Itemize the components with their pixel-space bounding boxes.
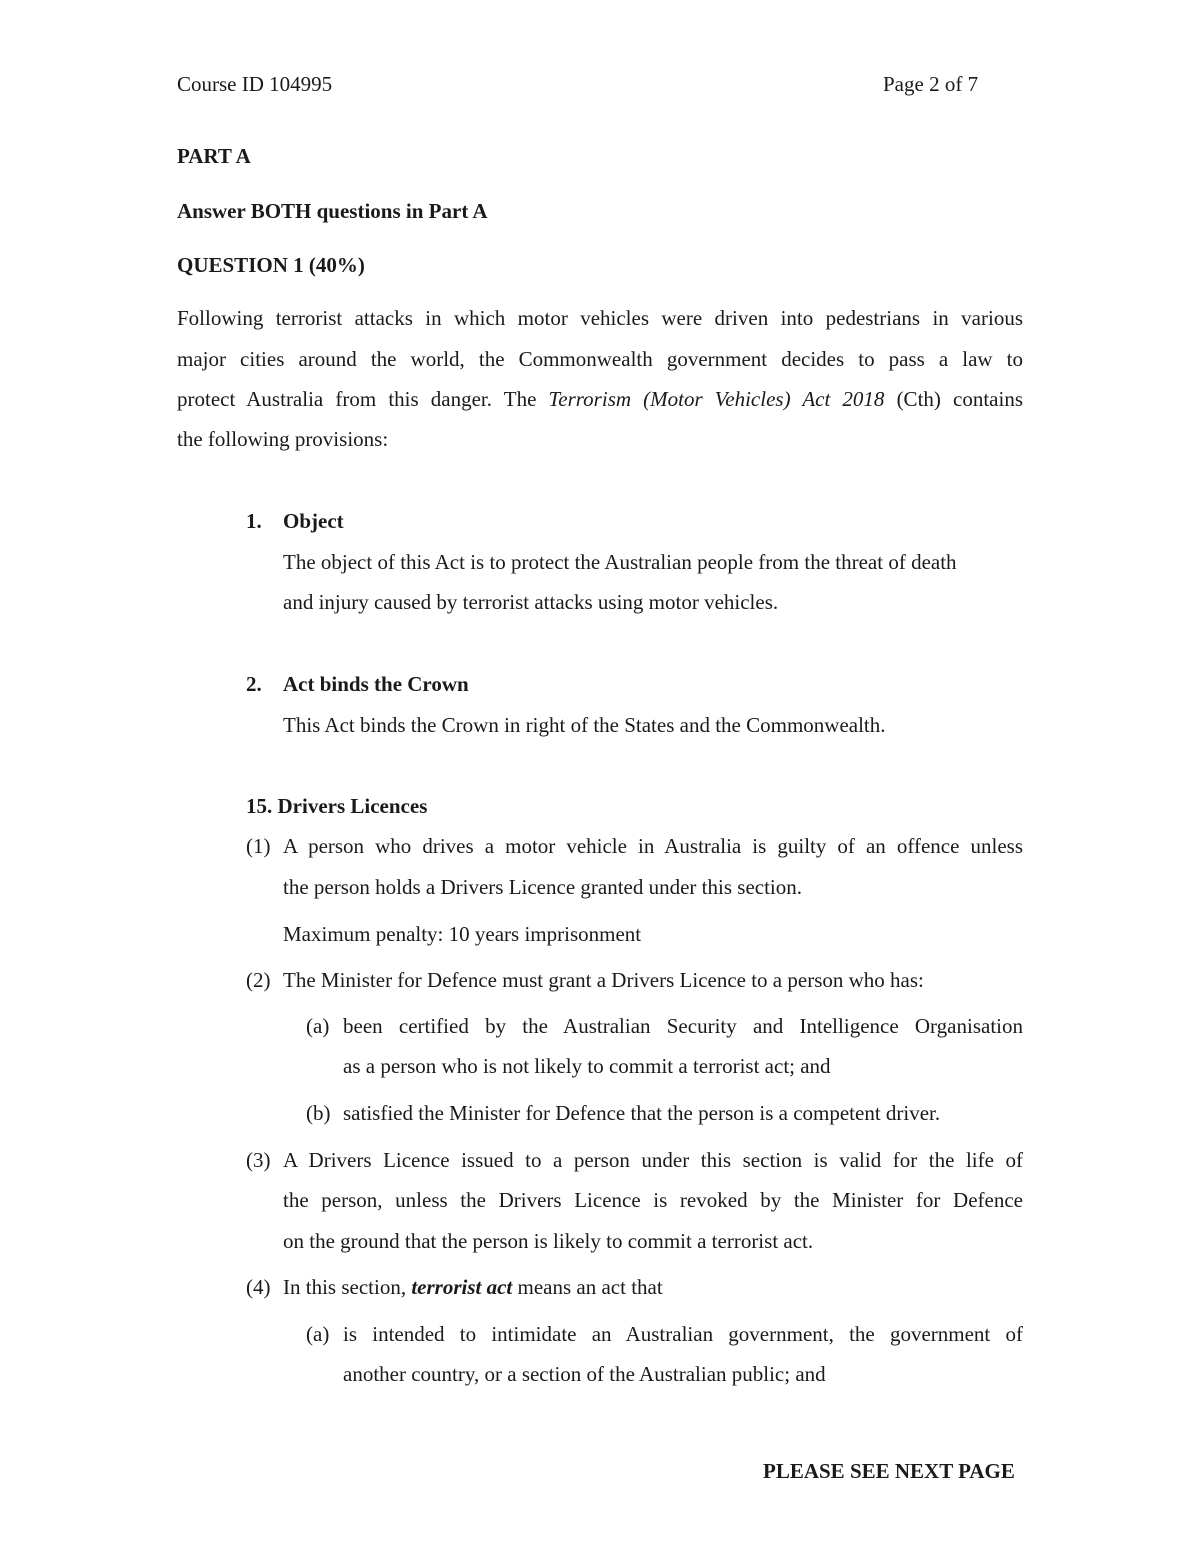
subsection-3-line-1: A Drivers Licence issued to a person under this section is valid for the life of xyxy=(283,1148,1023,1172)
section-2-line-1: This Act binds the Crown in right of the States and the Commonwealth. xyxy=(283,713,886,737)
section-1-title: Object xyxy=(283,509,344,533)
subsection-1-line-1: A person who drives a motor vehicle in Australia is guilty of an offence unless xyxy=(283,834,1023,858)
defined-term: terrorist act xyxy=(411,1275,513,1299)
subsection-2-line-1: The Minister for Defence must grant a Drivers Licence to a person who has: xyxy=(283,968,924,992)
subsection-2-label: (2) xyxy=(246,968,271,992)
paragraph-4a-label: (a) xyxy=(306,1322,330,1346)
subsection-3-label: (3) xyxy=(246,1148,271,1172)
paragraph-2a-line-2: as a person who is not likely to commit a terrorist act; and xyxy=(343,1054,831,1078)
subsection-4-line-1-start: In this section, xyxy=(283,1275,412,1299)
subsection-1-label: (1) xyxy=(246,834,271,858)
section-1-line-1: The object of this Act is to protect the Australian people from the threat of death xyxy=(283,550,957,574)
act-name: Terrorism (Motor Vehicles) Act 2018 xyxy=(548,387,885,411)
intro-line-3 xyxy=(177,387,1023,412)
intro-line-2: major cities around the world, the Commonwealth government decides to pass a law to xyxy=(177,347,1023,371)
question-title: QUESTION 1 (40%) xyxy=(177,253,365,277)
paragraph-2a-label: (a) xyxy=(306,1014,330,1038)
course-id: Course ID 104995 xyxy=(177,72,333,96)
paragraph-4a-line-1: is intended to intimidate an Australian government, the government of xyxy=(343,1322,1023,1346)
subsection-1-line-2: the person holds a Drivers Licence granted under this section. xyxy=(283,875,803,899)
paragraph-4a-line-2: another country, or a section of the Australian public; and xyxy=(343,1362,826,1386)
paragraph-2a-line-1: been certified by the Australian Security and Intelligence Organisation xyxy=(343,1014,1023,1038)
subsection-3-line-3: on the ground that the person is likely to commit a terrorist act. xyxy=(283,1229,814,1253)
intro-line-4: the following provisions: xyxy=(177,427,389,451)
subsection-4-line-1 xyxy=(283,1275,663,1300)
section-2-title: Act binds the Crown xyxy=(283,672,469,696)
page-number: Page 2 of 7 xyxy=(883,72,979,96)
paragraph-2b-line-1: satisfied the Minister for Defence that the person is a competent driver. xyxy=(343,1101,941,1125)
subsection-3-line-2: the person, unless the Drivers Licence is revoked by the Minister for Defence xyxy=(283,1188,1023,1212)
next-page-notice: PLEASE SEE NEXT PAGE xyxy=(763,1459,1015,1483)
subsection-4-line-1-end: means an act that xyxy=(512,1275,663,1299)
penalty: Maximum penalty: 10 years imprisonment xyxy=(283,922,642,946)
instruction: Answer BOTH questions in Part A xyxy=(177,199,488,223)
part-title: PART A xyxy=(177,144,251,168)
paragraph-2b-label: (b) xyxy=(306,1101,331,1125)
section-2-number: 2. xyxy=(246,672,262,696)
intro-line-3-end: (Cth) contains xyxy=(884,387,1024,411)
section-15-heading: 15. Drivers Licences xyxy=(246,794,428,818)
section-1-number: 1. xyxy=(246,509,262,533)
intro-line-1: Following terrorist attacks in which motor vehicles were driven into pedestrians in various xyxy=(177,306,1023,330)
subsection-4-label: (4) xyxy=(246,1275,271,1299)
section-1-line-2: and injury caused by terrorist attacks using motor vehicles. xyxy=(283,590,779,614)
intro-line-3-start: protect Australia from this danger. The xyxy=(177,387,549,411)
